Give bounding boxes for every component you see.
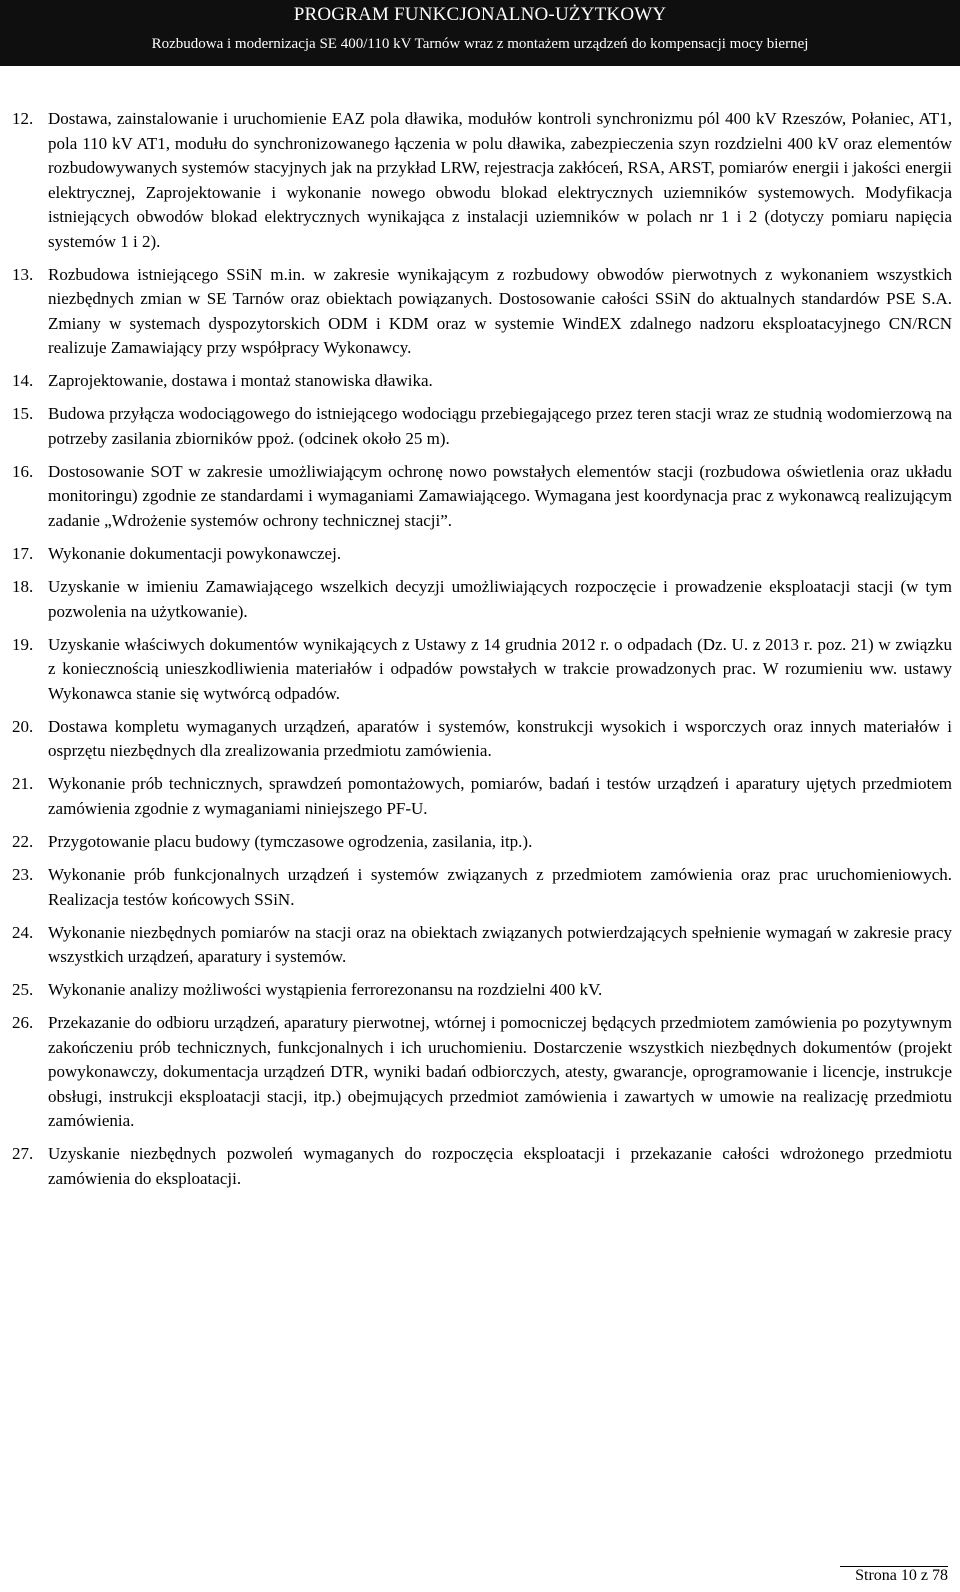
list-item-number: 27. bbox=[12, 1144, 34, 1164]
list-item-16 bbox=[12, 460, 952, 534]
list-item-number: 15. bbox=[12, 404, 34, 424]
list-item-text: Budowa przyłącza wodociągowego do istniejącego wodociągu przebiegającego przez teren stacji wraz ze studnią wodomierzową na potrzeby zasilania zbiorników ppoż. (odcinek około 25 m). bbox=[48, 404, 952, 448]
list-item-22 bbox=[12, 830, 952, 855]
list-item-number: 26. bbox=[12, 1013, 34, 1033]
list-item-number: 19. bbox=[12, 634, 34, 654]
list-item-text: Dostawa kompletu wymaganych urządzeń, aparatów i systemów, konstrukcji wysokich i wsporczych oraz innych materiałów i osprzętu niezbędnych dla zrealizowania przedmiotu zamówienia. bbox=[48, 716, 952, 761]
list-item-number: 23. bbox=[12, 865, 34, 885]
list-item-number: 13. bbox=[12, 264, 34, 284]
list-item-27 bbox=[12, 1142, 952, 1191]
page-header bbox=[0, 0, 960, 66]
list-item-text: Dostosowanie SOT w zakresie umożliwiającym ochronę nowo powstałych elementów stacji (rozbudowa oświetlenia oraz układu monitoringu) zgodnie ze standardami i wymaganiami Zamawiającego. Wymagana jest koordynacja prac z wykonawcą realizującym zadanie „Wdrożenie systemów ochrony technicznej stacji”. bbox=[48, 461, 952, 530]
list-item-19 bbox=[12, 633, 952, 707]
list-item-number: 12. bbox=[12, 109, 34, 128]
list-item-text: Rozbudowa istniejącego SSiN m.in. w zakresie wynikającym z rozbudowy obwodów pierwotnych z wykonaniem wszystkich niezbędnych zmian w SE Tarnów oraz obiektach powiązanych. Dostosowanie całości SSiN do aktualnych standardów PSE S.A. Zmiany w systemach dyspozytorskich ODM i KDM oraz w systemie WindEX zdalnego nadzoru eksploatacyjnego CN/RCN realizuje Zamawiający przy współpracy Wykonawcy. bbox=[48, 264, 952, 358]
list-item-12 bbox=[12, 107, 952, 254]
list-item-text: Wykonanie niezbędnych pomiarów na stacji oraz na obiektach związanych potwierdzających spełnienie wymagań w zakresie pracy wszystkich urządzeń, aparatury i systemów. bbox=[48, 922, 952, 967]
list-item-text: Wykonanie dokumentacji powykonawczej. bbox=[48, 543, 342, 563]
list-item-text: Przygotowanie placu budowy (tymczasowe ogrodzenia, zasilania, itp.). bbox=[48, 831, 533, 851]
list-item-text: Uzyskanie właściwych dokumentów wynikających z Ustawy z 14 grudnia 2012 r. o odpadach (Dz. U. z 2013 r. poz. 21) w związku z koniecznością unieszkodliwienia materiałów i odpadów powstałych w trakcie prowadzonych prac. W rozumieniu ww. ustawy Wykonawca stanie się wytwórcą odpadów. bbox=[48, 634, 952, 703]
list-item-24 bbox=[12, 921, 952, 970]
list-item-text: Wykonanie analizy możliwości wystąpienia ferrorezonansu na rozdzielni 400 kV. bbox=[48, 980, 603, 1000]
list-item-23 bbox=[12, 863, 952, 912]
list-item-text: Wykonanie prób technicznych, sprawdzeń pomontażowych, pomiarów, badań i testów urządzeń i aparatury ujętych przedmiotem zamówienia zgodnie z wymaganiami niniejszego PF-U. bbox=[48, 774, 952, 818]
document-body bbox=[12, 107, 952, 1200]
list-item-text: Dostawa, zainstalowanie i uruchomienie EAZ pola dławika, modułów kontroli synchronizmu pól 400 kV Rzeszów, Połaniec, AT1, pola 110 kV AT1, modułu do synchronizowanego łączenia w polu dławika, zabezpieczenia szyn rozdzielni 400 kV oraz elementów rozbudowywanych systemów stacyjnych jak na przykład LRW, rejestracja zakłóceń, RSA, ARST, pomiarów energii i jakości energii elektrycznej, Zaprojektowanie i wykonanie nowego obwodu blokad elektrycznych uziemników systemowych. Modyfikacja istniejących obwodów blokad elektrycznych wynikająca z instalacji uziemników w polach nr 1 i 2 (dotyczy pomiaru napięcia systemów 1 i 2). bbox=[48, 109, 952, 251]
list-item-number: 21. bbox=[12, 774, 34, 794]
list-item-number: 20. bbox=[12, 716, 34, 736]
list-item-number: 22. bbox=[12, 831, 34, 851]
list-item-21 bbox=[12, 772, 952, 821]
list-item-number: 24. bbox=[12, 922, 34, 942]
list-item-25 bbox=[12, 978, 952, 1003]
list-item-text: Przekazanie do odbioru urządzeń, aparatury pierwotnej, wtórnej i pomocniczej będących przedmiotem zamówienia po pozytywnym zakończeniu prób technicznych, funkcjonalnych i ich uruchomieniu. Dostarczenie wszystkich niezbędnych dokumentów (projekt powykonawczy, dokumentacja urządzeń DTR, wyniki badań odbiorczych, atesty, gwarancje, oprogramowanie i licencje, instrukcje obsługi, instrukcji eksploatacji stacji, itp.) obejmujących przedmiot zamówienia i zawartych w umowie na realizację przedmiotu zamówienia. bbox=[48, 1013, 952, 1131]
list-item-13 bbox=[12, 263, 952, 361]
list-item-text: Uzyskanie w imieniu Zamawiającego wszelkich decyzji umożliwiających rozpoczęcie i prowadzenie eksploatacji stacji (w tym pozwolenia na użytkowanie). bbox=[48, 577, 952, 621]
list-item-number: 14. bbox=[12, 371, 34, 391]
list-item-17 bbox=[12, 542, 952, 567]
document-subtitle: Rozbudowa i modernizacja SE 400/110 kV Tarnów wraz z montażem urządzeń do kompensacji mocy biernej bbox=[151, 36, 809, 52]
list-item-18 bbox=[12, 575, 952, 624]
document-title: PROGRAM FUNKCJONALNO-UŻYTKOWY bbox=[293, 4, 667, 25]
list-item-text: Zaprojektowanie, dostawa i montaż stanowiska dławika. bbox=[48, 371, 433, 391]
list-item-number: 25. bbox=[12, 980, 34, 1000]
list-item-number: 16. bbox=[12, 461, 34, 481]
list-item-15 bbox=[12, 402, 952, 451]
list-item-text: Uzyskanie niezbędnych pozwoleń wymaganych do rozpoczęcia eksploatacji i przekazanie całości wdrożonego przedmiotu zamówienia do eksploatacji. bbox=[48, 1144, 952, 1188]
list-item-14 bbox=[12, 369, 952, 394]
list-item-number: 18. bbox=[12, 577, 34, 597]
list-item-26 bbox=[12, 1011, 952, 1134]
list-item-20 bbox=[12, 715, 952, 764]
page-number: Strona 10 z 78 bbox=[855, 1567, 948, 1584]
list-item-number: 17. bbox=[12, 543, 34, 563]
list-item-text: Wykonanie prób funkcjonalnych urządzeń i systemów związanych z przedmiotem zamówienia oraz prac uruchomieniowych. Realizacja testów końcowych SSiN. bbox=[48, 865, 952, 909]
